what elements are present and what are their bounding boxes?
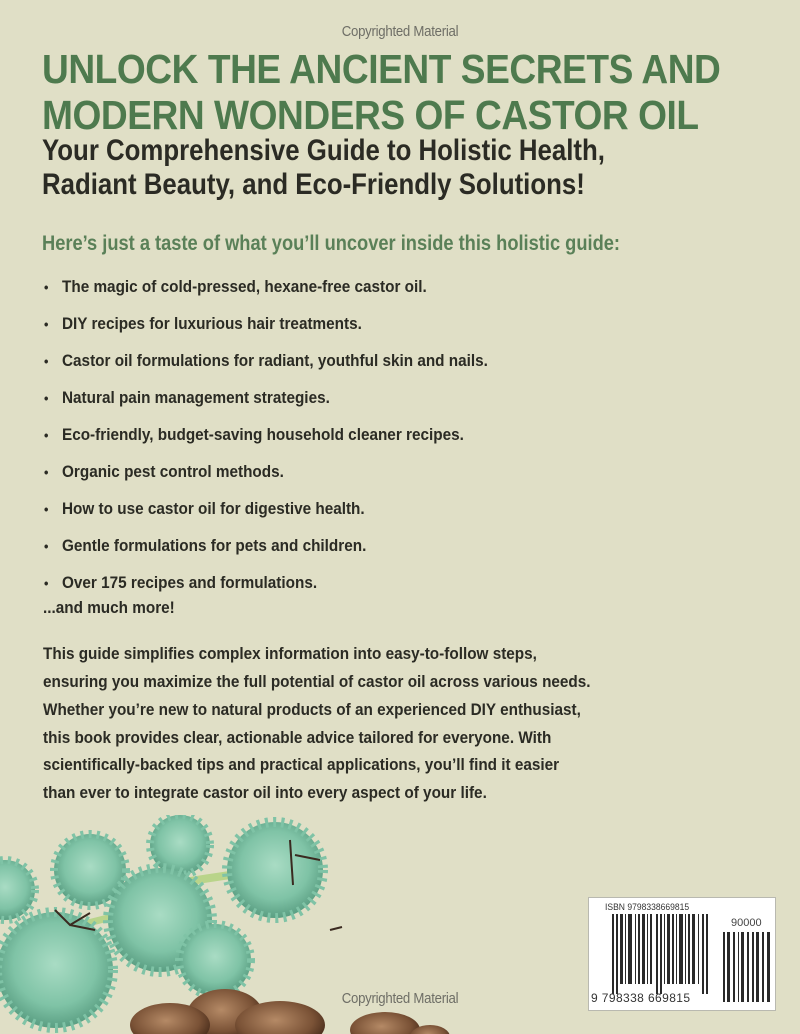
book-subtitle-line-1: Your Comprehensive Guide to Holistic Health, — [42, 134, 605, 167]
bullet-icon: • — [44, 575, 49, 591]
price-code: 90000 — [731, 917, 762, 929]
book-title-line-2: MODERN WONDERS OF CASTOR OIL — [42, 92, 699, 138]
list-item — [44, 527, 488, 564]
isbn-barcode — [588, 897, 776, 1011]
lead-heading: Here’s just a taste of what you’ll uncover inside this holistic guide: — [42, 232, 620, 255]
isbn-digits: 9 798338 669815 — [591, 991, 691, 1005]
feature-list — [44, 268, 537, 601]
book-title — [42, 46, 730, 138]
list-item — [44, 268, 488, 305]
paragraph-line: this book provides clear, actionable advice tailored for everyone. With — [43, 727, 552, 747]
bullet-icon: • — [44, 538, 49, 554]
list-item-text: DIY recipes for luxurious hair treatments. — [62, 314, 362, 333]
list-item-text: Castor oil formulations for radiant, youthful skin and nails. — [62, 351, 488, 370]
audience-paragraph — [43, 696, 581, 806]
copyright-watermark-bottom: Copyrighted Material — [341, 990, 459, 1007]
list-item-text: How to use castor oil for digestive health. — [62, 499, 365, 518]
bullet-icon: • — [44, 464, 49, 480]
book-subtitle — [42, 134, 696, 202]
list-item-text: Eco-friendly, budget-saving household cleaner recipes. — [62, 425, 464, 444]
list-item — [44, 416, 488, 453]
isbn-label: ISBN 9798338669815 — [605, 902, 690, 913]
list-item-text: Natural pain management strategies. — [62, 388, 330, 407]
barcode-bars-icon — [612, 914, 709, 994]
list-item — [44, 564, 488, 601]
list-item-text: Gentle formulations for pets and children. — [62, 536, 367, 555]
paragraph-line: Whether you’re new to natural products of an experienced DIY enthusiast, — [43, 700, 581, 719]
copyright-watermark-top: Copyrighted Material — [341, 23, 459, 40]
bullet-icon: • — [44, 427, 49, 443]
list-item-text: Over 175 recipes and formulations. — [62, 573, 318, 592]
addon-barcode-bars-icon — [723, 932, 773, 1002]
paragraph-line: This guide simplifies complex information into easy-to-follow steps, — [43, 644, 537, 663]
list-item-text: Organic pest control methods. — [62, 462, 284, 481]
bullet-icon: • — [44, 390, 49, 406]
and-much-more-text: ...and much more! — [43, 598, 175, 617]
paragraph-line: than ever to integrate castor oil into every aspect of your life. — [43, 782, 487, 802]
bullet-icon: • — [44, 501, 49, 517]
bullet-icon: • — [44, 316, 49, 332]
list-item — [44, 305, 488, 342]
list-item — [44, 453, 488, 490]
list-item-text: The magic of cold-pressed, hexane-free castor oil. — [62, 277, 427, 296]
bullet-icon: • — [44, 353, 49, 369]
book-title-line-1: UNLOCK THE ANCIENT SECRETS AND — [42, 46, 721, 92]
book-subtitle-line-2: Radiant Beauty, and Eco-Friendly Solutions! — [42, 168, 585, 201]
paragraph-line: ensuring you maximize the full potential of castor oil across various needs. — [43, 671, 591, 691]
summary-paragraph — [43, 640, 591, 695]
list-item — [44, 490, 488, 527]
paragraph-line: scientifically-backed tips and practical applications, you’ll find it easier — [43, 755, 560, 774]
bullet-icon: • — [44, 279, 49, 295]
list-item — [44, 342, 488, 379]
list-item — [44, 379, 488, 416]
